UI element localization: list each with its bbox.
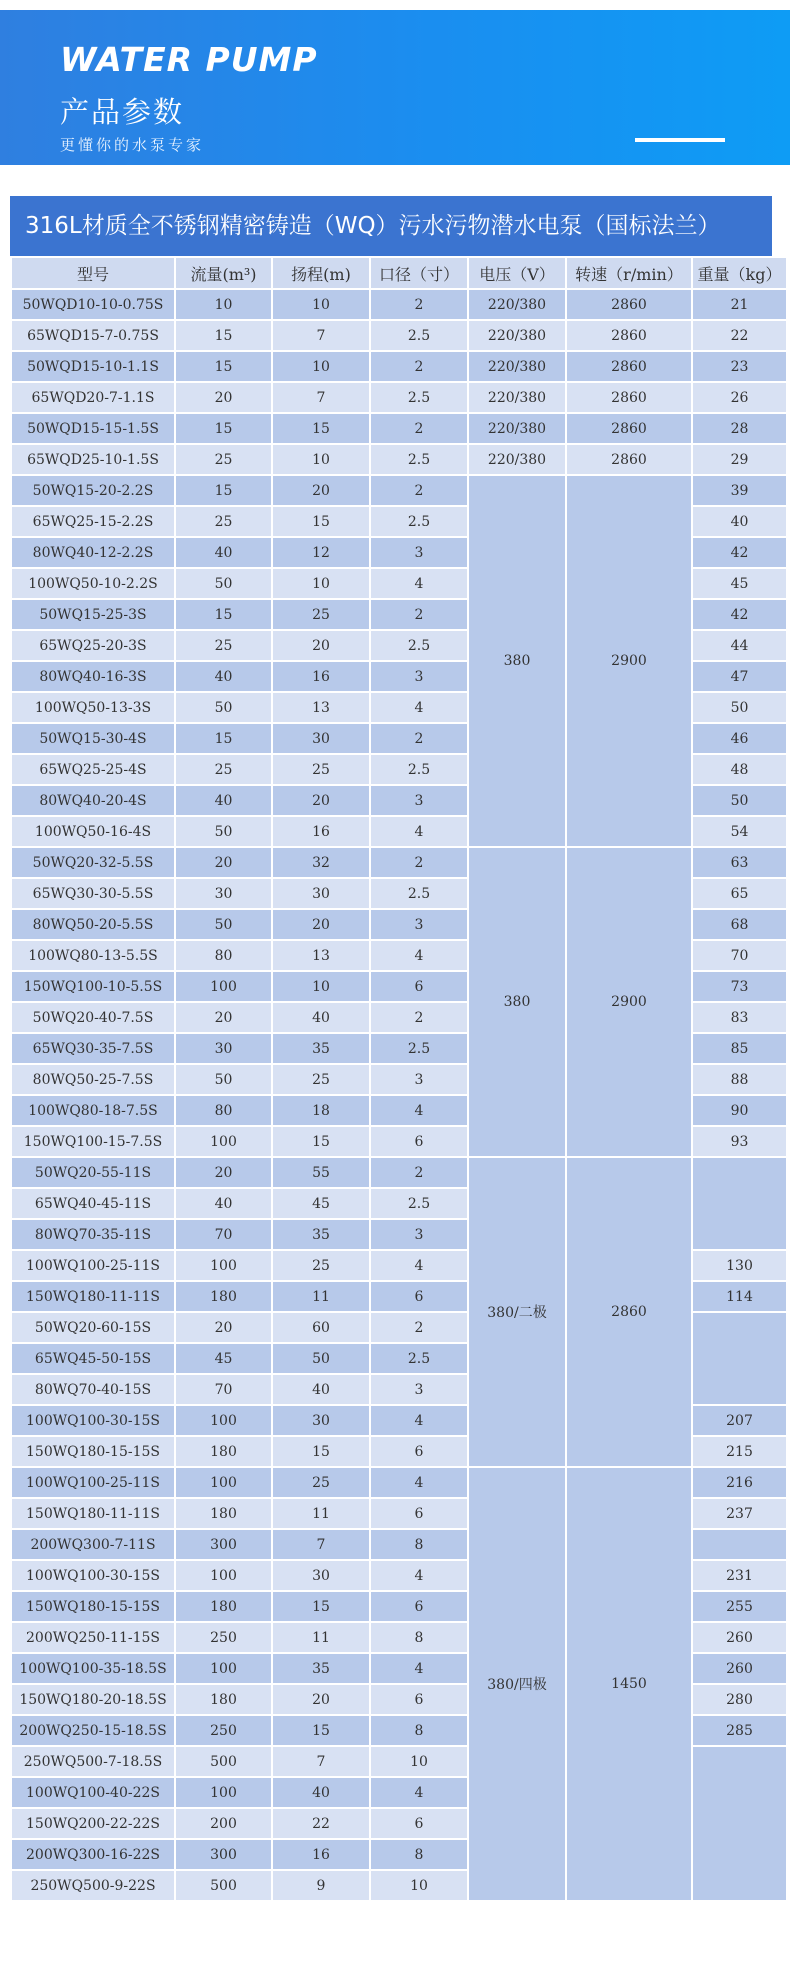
banner-underline [635, 138, 725, 142]
cell-model: 80WQ50-20-5.5S [12, 910, 174, 939]
banner-subtitle: 更懂你的水泵专家 [60, 136, 205, 154]
cell-flow: 20 [176, 848, 271, 877]
cell-weight: 39 [693, 476, 786, 505]
table-row [12, 321, 786, 350]
cell-flow: 100 [176, 1654, 271, 1683]
cell-model: 200WQ300-16-22S [12, 1840, 174, 1869]
cell-weight [693, 1747, 786, 1900]
cell-caliber: 2.5 [371, 507, 467, 536]
cell-head: 22 [273, 1809, 369, 1838]
table-row [12, 848, 786, 877]
cell-head: 7 [273, 383, 369, 412]
cell-head: 10 [273, 445, 369, 474]
cell-caliber: 2.5 [371, 1034, 467, 1063]
cell-weight: 50 [693, 786, 786, 815]
cell-model: 200WQ250-11-15S [12, 1623, 174, 1652]
cell-model: 50WQ20-60-15S [12, 1313, 174, 1342]
cell-head: 12 [273, 538, 369, 567]
cell-caliber: 4 [371, 1561, 467, 1590]
cell-weight: 285 [693, 1716, 786, 1745]
cell-model: 65WQ25-25-4S [12, 755, 174, 784]
cell-flow: 300 [176, 1840, 271, 1869]
cell-caliber: 2.5 [371, 445, 467, 474]
cell-caliber: 6 [371, 972, 467, 1001]
cell-voltage: 220/380 [469, 352, 565, 381]
cell-weight: 45 [693, 569, 786, 598]
cell-model: 150WQ180-11-11S [12, 1282, 174, 1311]
cell-model: 150WQ100-15-7.5S [12, 1127, 174, 1156]
cell-model: 65WQ45-50-15S [12, 1344, 174, 1373]
cell-caliber: 10 [371, 1871, 467, 1900]
cell-head: 25 [273, 600, 369, 629]
table-header-row [12, 258, 786, 288]
cell-voltage: 220/380 [469, 383, 565, 412]
cell-model: 80WQ70-40-15S [12, 1375, 174, 1404]
cell-head: 50 [273, 1344, 369, 1373]
table-row [12, 352, 786, 381]
cell-head: 7 [273, 1530, 369, 1559]
cell-caliber: 8 [371, 1840, 467, 1869]
cell-weight: 207 [693, 1406, 786, 1435]
cell-head: 35 [273, 1034, 369, 1063]
cell-head: 30 [273, 724, 369, 753]
cell-weight: 90 [693, 1096, 786, 1125]
header-weight: 重量（kg） [693, 258, 786, 288]
cell-flow: 20 [176, 1158, 271, 1187]
cell-voltage: 220/380 [469, 414, 565, 443]
cell-caliber: 2 [371, 848, 467, 877]
cell-caliber: 6 [371, 1127, 467, 1156]
cell-caliber: 2 [371, 724, 467, 753]
cell-caliber: 4 [371, 693, 467, 722]
cell-model: 100WQ100-25-11S [12, 1251, 174, 1280]
cell-head: 25 [273, 755, 369, 784]
cell-weight: 29 [693, 445, 786, 474]
cell-weight: 40 [693, 507, 786, 536]
cell-head: 10 [273, 290, 369, 319]
cell-weight: 23 [693, 352, 786, 381]
cell-model: 250WQ500-7-18.5S [12, 1747, 174, 1776]
cell-caliber: 6 [371, 1592, 467, 1621]
cell-flow: 80 [176, 941, 271, 970]
cell-flow: 50 [176, 817, 271, 846]
cell-weight: 44 [693, 631, 786, 660]
cell-model: 50WQ15-30-4S [12, 724, 174, 753]
spec-table [10, 256, 788, 1902]
cell-flow: 200 [176, 1809, 271, 1838]
header-banner [0, 10, 790, 165]
cell-head: 20 [273, 1685, 369, 1714]
cell-flow: 40 [176, 662, 271, 691]
cell-weight: 22 [693, 321, 786, 350]
cell-caliber: 2 [371, 414, 467, 443]
cell-head: 40 [273, 1375, 369, 1404]
cell-weight: 68 [693, 910, 786, 939]
cell-caliber: 2.5 [371, 755, 467, 784]
cell-caliber: 4 [371, 1251, 467, 1280]
cell-caliber: 3 [371, 538, 467, 567]
cell-flow: 25 [176, 631, 271, 660]
cell-head: 11 [273, 1623, 369, 1652]
cell-model: 200WQ300-7-11S [12, 1530, 174, 1559]
cell-flow: 500 [176, 1871, 271, 1900]
cell-head: 40 [273, 1003, 369, 1032]
cell-model: 65WQ30-30-5.5S [12, 879, 174, 908]
cell-model: 150WQ180-20-18.5S [12, 1685, 174, 1714]
cell-speed: 2860 [567, 352, 691, 381]
cell-caliber: 2 [371, 1003, 467, 1032]
cell-weight: 114 [693, 1282, 786, 1311]
cell-model: 150WQ180-15-15S [12, 1592, 174, 1621]
cell-model: 100WQ100-30-15S [12, 1561, 174, 1590]
cell-head: 7 [273, 321, 369, 350]
cell-weight: 215 [693, 1437, 786, 1466]
cell-flow: 50 [176, 1065, 271, 1094]
cell-flow: 50 [176, 569, 271, 598]
cell-caliber: 4 [371, 569, 467, 598]
cell-head: 18 [273, 1096, 369, 1125]
cell-weight: 237 [693, 1499, 786, 1528]
cell-weight: 73 [693, 972, 786, 1001]
cell-model: 80WQ40-16-3S [12, 662, 174, 691]
cell-flow: 100 [176, 1406, 271, 1435]
cell-flow: 180 [176, 1685, 271, 1714]
cell-head: 16 [273, 1840, 369, 1869]
cell-head: 25 [273, 1065, 369, 1094]
cell-model: 65WQD20-7-1.1S [12, 383, 174, 412]
cell-weight [693, 1313, 786, 1404]
cell-model: 100WQ100-30-15S [12, 1406, 174, 1435]
cell-model: 50WQD15-10-1.1S [12, 352, 174, 381]
cell-flow: 70 [176, 1220, 271, 1249]
cell-flow: 180 [176, 1592, 271, 1621]
cell-head: 9 [273, 1871, 369, 1900]
cell-weight: 260 [693, 1654, 786, 1683]
cell-head: 45 [273, 1189, 369, 1218]
cell-flow: 40 [176, 1189, 271, 1218]
cell-head: 15 [273, 1592, 369, 1621]
cell-head: 30 [273, 879, 369, 908]
header-model: 型号 [12, 258, 174, 288]
cell-caliber: 3 [371, 1065, 467, 1094]
cell-weight: 216 [693, 1468, 786, 1497]
cell-caliber: 8 [371, 1530, 467, 1559]
cell-head: 15 [273, 414, 369, 443]
cell-weight: 93 [693, 1127, 786, 1156]
cell-model: 100WQ80-18-7.5S [12, 1096, 174, 1125]
cell-weight: 47 [693, 662, 786, 691]
cell-model: 150WQ200-22-22S [12, 1809, 174, 1838]
cell-weight: 26 [693, 383, 786, 412]
cell-caliber: 2 [371, 476, 467, 505]
cell-flow: 250 [176, 1623, 271, 1652]
cell-voltage: 380/二极 [469, 1158, 565, 1466]
cell-flow: 180 [176, 1437, 271, 1466]
cell-speed: 1450 [567, 1468, 691, 1900]
cell-weight: 130 [693, 1251, 786, 1280]
cell-model: 50WQ20-55-11S [12, 1158, 174, 1187]
table-row [12, 290, 786, 319]
cell-flow: 50 [176, 910, 271, 939]
cell-model: 50WQ15-20-2.2S [12, 476, 174, 505]
cell-head: 25 [273, 1251, 369, 1280]
cell-weight: 65 [693, 879, 786, 908]
cell-flow: 50 [176, 693, 271, 722]
cell-model: 65WQ40-45-11S [12, 1189, 174, 1218]
cell-flow: 100 [176, 1468, 271, 1497]
cell-caliber: 4 [371, 1096, 467, 1125]
cell-head: 20 [273, 631, 369, 660]
cell-caliber: 4 [371, 1654, 467, 1683]
cell-caliber: 2 [371, 600, 467, 629]
cell-head: 20 [273, 476, 369, 505]
cell-weight: 85 [693, 1034, 786, 1063]
cell-voltage: 220/380 [469, 445, 565, 474]
cell-model: 65WQ25-20-3S [12, 631, 174, 660]
cell-flow: 25 [176, 755, 271, 784]
cell-model: 100WQ50-13-3S [12, 693, 174, 722]
cell-model: 150WQ180-15-15S [12, 1437, 174, 1466]
cell-model: 50WQ20-32-5.5S [12, 848, 174, 877]
cell-flow: 180 [176, 1282, 271, 1311]
cell-model: 50WQD15-15-1.5S [12, 414, 174, 443]
cell-caliber: 2.5 [371, 879, 467, 908]
header-caliber: 口径（寸） [371, 258, 467, 288]
cell-weight: 42 [693, 600, 786, 629]
cell-flow: 15 [176, 321, 271, 350]
cell-flow: 30 [176, 879, 271, 908]
cell-model: 150WQ180-11-11S [12, 1499, 174, 1528]
cell-voltage: 220/380 [469, 290, 565, 319]
cell-head: 55 [273, 1158, 369, 1187]
table-row [12, 383, 786, 412]
cell-flow: 45 [176, 1344, 271, 1373]
cell-speed: 2860 [567, 1158, 691, 1466]
cell-head: 30 [273, 1561, 369, 1590]
cell-head: 7 [273, 1747, 369, 1776]
cell-flow: 10 [176, 290, 271, 319]
cell-head: 10 [273, 972, 369, 1001]
cell-head: 15 [273, 1127, 369, 1156]
cell-speed: 2860 [567, 445, 691, 474]
cell-head: 11 [273, 1499, 369, 1528]
cell-head: 35 [273, 1220, 369, 1249]
cell-caliber: 2 [371, 352, 467, 381]
table-row [12, 414, 786, 443]
cell-caliber: 2.5 [371, 1344, 467, 1373]
cell-model: 80WQ40-20-4S [12, 786, 174, 815]
cell-caliber: 3 [371, 1220, 467, 1249]
cell-head: 60 [273, 1313, 369, 1342]
cell-caliber: 4 [371, 1406, 467, 1435]
cell-weight: 48 [693, 755, 786, 784]
cell-model: 100WQ50-16-4S [12, 817, 174, 846]
cell-caliber: 2 [371, 290, 467, 319]
cell-model: 65WQD25-10-1.5S [12, 445, 174, 474]
cell-weight: 83 [693, 1003, 786, 1032]
cell-flow: 100 [176, 972, 271, 1001]
cell-weight: 70 [693, 941, 786, 970]
cell-caliber: 8 [371, 1623, 467, 1652]
cell-flow: 15 [176, 724, 271, 753]
cell-flow: 15 [176, 414, 271, 443]
cell-head: 15 [273, 1437, 369, 1466]
table-row [12, 1158, 786, 1187]
banner-title-cn: 产品参数 [60, 95, 185, 129]
cell-flow: 25 [176, 445, 271, 474]
cell-model: 100WQ100-25-11S [12, 1468, 174, 1497]
cell-model: 80WQ50-25-7.5S [12, 1065, 174, 1094]
cell-head: 35 [273, 1654, 369, 1683]
cell-flow: 100 [176, 1251, 271, 1280]
cell-caliber: 2 [371, 1313, 467, 1342]
table-row [12, 476, 786, 505]
cell-speed: 2900 [567, 476, 691, 846]
cell-caliber: 6 [371, 1809, 467, 1838]
cell-model: 100WQ80-13-5.5S [12, 941, 174, 970]
cell-head: 15 [273, 1716, 369, 1745]
cell-flow: 20 [176, 383, 271, 412]
cell-caliber: 2 [371, 1158, 467, 1187]
cell-weight: 63 [693, 848, 786, 877]
cell-flow: 40 [176, 786, 271, 815]
banner-title-en: WATER PUMP [60, 40, 318, 79]
cell-model: 65WQ25-15-2.2S [12, 507, 174, 536]
cell-weight: 50 [693, 693, 786, 722]
cell-flow: 500 [176, 1747, 271, 1776]
cell-model: 50WQ15-25-3S [12, 600, 174, 629]
cell-speed: 2860 [567, 321, 691, 350]
cell-head: 10 [273, 569, 369, 598]
cell-weight: 88 [693, 1065, 786, 1094]
cell-speed: 2860 [567, 383, 691, 412]
cell-speed: 2900 [567, 848, 691, 1156]
cell-flow: 180 [176, 1499, 271, 1528]
cell-speed: 2860 [567, 290, 691, 319]
cell-weight [693, 1158, 786, 1249]
cell-speed: 2860 [567, 414, 691, 443]
cell-weight: 280 [693, 1685, 786, 1714]
cell-head: 40 [273, 1778, 369, 1807]
cell-model: 65WQ30-35-7.5S [12, 1034, 174, 1063]
cell-caliber: 4 [371, 817, 467, 846]
cell-flow: 100 [176, 1778, 271, 1807]
cell-flow: 20 [176, 1003, 271, 1032]
cell-weight: 255 [693, 1592, 786, 1621]
cell-caliber: 2.5 [371, 1189, 467, 1218]
cell-model: 80WQ70-35-11S [12, 1220, 174, 1249]
cell-flow: 100 [176, 1127, 271, 1156]
cell-weight: 42 [693, 538, 786, 567]
cell-head: 16 [273, 817, 369, 846]
cell-caliber: 6 [371, 1282, 467, 1311]
cell-flow: 70 [176, 1375, 271, 1404]
header-speed: 转速（r/min） [567, 258, 691, 288]
cell-voltage: 380 [469, 476, 565, 846]
cell-head: 30 [273, 1406, 369, 1435]
cell-voltage: 380/四极 [469, 1468, 565, 1900]
cell-head: 32 [273, 848, 369, 877]
cell-head: 25 [273, 1468, 369, 1497]
cell-model: 50WQD10-10-0.75S [12, 290, 174, 319]
cell-caliber: 6 [371, 1685, 467, 1714]
cell-caliber: 3 [371, 910, 467, 939]
cell-weight: 28 [693, 414, 786, 443]
cell-caliber: 6 [371, 1437, 467, 1466]
cell-weight: 54 [693, 817, 786, 846]
cell-model: 200WQ250-15-18.5S [12, 1716, 174, 1745]
cell-flow: 15 [176, 476, 271, 505]
cell-head: 20 [273, 910, 369, 939]
cell-weight: 46 [693, 724, 786, 753]
cell-weight: 231 [693, 1561, 786, 1590]
header-flow: 流量(m³) [176, 258, 271, 288]
cell-model: 100WQ100-40-22S [12, 1778, 174, 1807]
cell-head: 16 [273, 662, 369, 691]
table-title: 316L材质全不锈钢精密铸造（WQ）污水污物潜水电泵（国标法兰） [10, 196, 772, 256]
cell-weight [693, 1530, 786, 1559]
cell-flow: 100 [176, 1561, 271, 1590]
cell-caliber: 3 [371, 786, 467, 815]
cell-weight: 260 [693, 1623, 786, 1652]
cell-flow: 30 [176, 1034, 271, 1063]
cell-caliber: 2.5 [371, 631, 467, 660]
cell-model: 80WQ40-12-2.2S [12, 538, 174, 567]
cell-model: 100WQ100-35-18.5S [12, 1654, 174, 1683]
header-head: 扬程(m) [273, 258, 369, 288]
cell-flow: 20 [176, 1313, 271, 1342]
cell-flow: 40 [176, 538, 271, 567]
table-body [12, 290, 786, 1900]
cell-weight: 21 [693, 290, 786, 319]
cell-caliber: 3 [371, 1375, 467, 1404]
header-voltage: 电压（V） [469, 258, 565, 288]
cell-head: 20 [273, 786, 369, 815]
cell-head: 13 [273, 941, 369, 970]
cell-caliber: 4 [371, 941, 467, 970]
cell-model: 50WQ20-40-7.5S [12, 1003, 174, 1032]
cell-caliber: 8 [371, 1716, 467, 1745]
cell-flow: 250 [176, 1716, 271, 1745]
cell-flow: 300 [176, 1530, 271, 1559]
cell-model: 100WQ50-10-2.2S [12, 569, 174, 598]
cell-caliber: 3 [371, 662, 467, 691]
table-row [12, 1468, 786, 1497]
cell-head: 10 [273, 352, 369, 381]
cell-caliber: 4 [371, 1468, 467, 1497]
cell-model: 150WQ100-10-5.5S [12, 972, 174, 1001]
cell-flow: 80 [176, 1096, 271, 1125]
cell-head: 13 [273, 693, 369, 722]
cell-voltage: 380 [469, 848, 565, 1156]
cell-caliber: 6 [371, 1499, 467, 1528]
cell-caliber: 2.5 [371, 321, 467, 350]
cell-flow: 15 [176, 352, 271, 381]
cell-caliber: 2.5 [371, 383, 467, 412]
cell-head: 15 [273, 507, 369, 536]
table-row [12, 445, 786, 474]
cell-caliber: 4 [371, 1778, 467, 1807]
cell-flow: 15 [176, 600, 271, 629]
cell-flow: 25 [176, 507, 271, 536]
cell-caliber: 10 [371, 1747, 467, 1776]
cell-model: 65WQD15-7-0.75S [12, 321, 174, 350]
cell-head: 11 [273, 1282, 369, 1311]
cell-voltage: 220/380 [469, 321, 565, 350]
cell-model: 250WQ500-9-22S [12, 1871, 174, 1900]
